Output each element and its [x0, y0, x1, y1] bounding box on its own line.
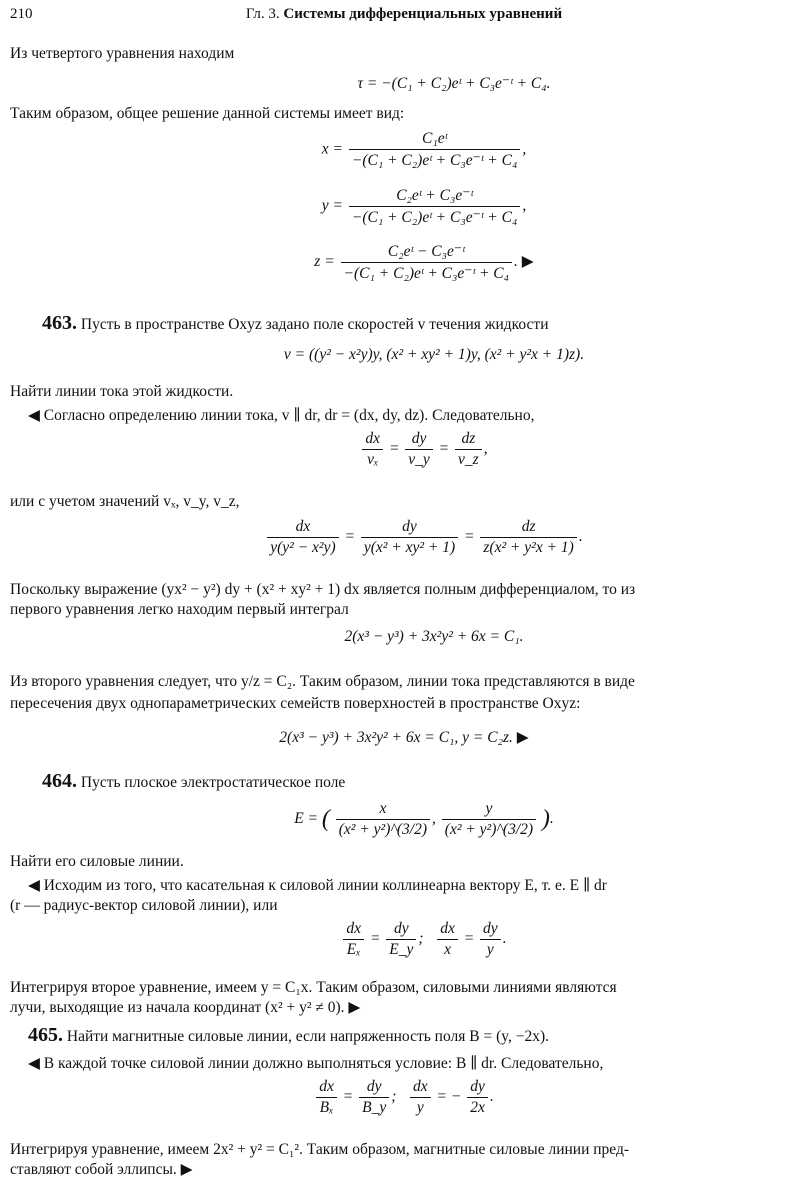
- denominator: z(x² + y²x + 1): [483, 539, 574, 556]
- denominator: vₓ: [367, 451, 379, 468]
- denominator: B_y: [362, 1099, 387, 1116]
- text-line: Поскольку выражение (yx² − y²) dy + (x² + xy² + 1) dx является полным дифференциалом, то из: [10, 581, 636, 598]
- solution-z-fraction: [341, 242, 512, 283]
- solution-y-denominator: −(C₁ + C₂)eᵗ + C₃e⁻ᵗ + C₄: [351, 209, 518, 226]
- fraction: [455, 430, 482, 469]
- numerator: dx: [437, 920, 458, 940]
- numerator: dy: [467, 1078, 488, 1098]
- numerator: dy: [405, 430, 433, 450]
- fraction: [405, 430, 433, 469]
- text-line: или с учетом значений vₓ, v_y, v_z,: [10, 493, 240, 510]
- fraction: [437, 920, 458, 959]
- numerator: dz: [480, 518, 576, 538]
- problem-statement: Пусть в пространстве Oxyz задано поле скоростей v течения жидкости: [80, 316, 549, 333]
- problem-number: 465.: [28, 1024, 63, 1046]
- denominator: Bₓ: [319, 1099, 334, 1116]
- solution-z: [40, 242, 808, 283]
- numerator: y: [442, 800, 536, 820]
- fraction: [386, 920, 416, 959]
- problem-statement: Найти магнитные силовые линии, если напряженность поля B = (y, −2x).: [66, 1028, 550, 1045]
- solution-y-fraction: [349, 186, 520, 227]
- solution-x-numerator: C₁eᵗ: [349, 130, 520, 150]
- numerator: dx: [343, 920, 364, 940]
- fraction: [480, 920, 501, 959]
- paragraph-2: Таким образом, общее решение данной системы имеет вид:: [10, 105, 405, 122]
- fraction: [267, 518, 338, 557]
- numerator: dx: [267, 518, 338, 538]
- numerator: x: [336, 800, 430, 820]
- fraction: [442, 800, 536, 839]
- fraction: [410, 1078, 431, 1117]
- equation-field: E = ( $\frac{x}{\text{(x² + y²)\textasciicircum{}(3/2)}}$ , $\frac{y}{\text{(x² + y²)\textasciicircum{}(3/2)}}$ ).: [294, 800, 554, 838]
- fraction: [316, 1078, 337, 1117]
- denominator: y(x² + xy² + 1): [363, 539, 456, 556]
- problem-number: 463.: [42, 312, 77, 334]
- numerator: dy: [480, 920, 501, 940]
- denominator: Eₓ: [346, 941, 361, 958]
- solution-line: ◀ Согласно определению линии тока, v ∥ dr, dr = (dx, dy, dz). Следовательно,: [28, 407, 535, 424]
- numerator: dz: [455, 430, 482, 450]
- equation-fractions-1: $\frac{dx}{\text{vₓ}}$ = $\frac{dy}{v\_y}$ = $\frac{dz}{v\_z}$ ,: [40, 430, 808, 469]
- text-line: ставляют собой эллипсы. ▶: [10, 1161, 193, 1178]
- text-line: Интегрируя уравнение, имеем 2x² + y² = C₁². Таким образом, магнитные силовые линии пред-: [10, 1141, 630, 1158]
- numerator: dy: [359, 1078, 389, 1098]
- solution-line: ◀ В каждой точке силовой линии должно выполняться условие: B ∥ dr. Следовательно,: [28, 1055, 604, 1072]
- solution-x-denominator: −(C₁ + C₂)eᵗ + C₃e⁻ᵗ + C₄: [351, 152, 518, 169]
- numerator: dx: [362, 430, 383, 450]
- text-line: Интегрируя второе уравнение, имеем y = C₁x. Таким образом, силовыми линиями являются: [10, 979, 617, 996]
- denominator: y(y² − x²y): [270, 539, 336, 556]
- page-number: 210: [10, 6, 33, 22]
- text-line: первого уравнения легко находим первый интеграл: [10, 601, 349, 618]
- fraction: [336, 800, 430, 839]
- solution-z-lhs: z =: [314, 253, 335, 271]
- denominator: y: [486, 941, 494, 958]
- fraction: [480, 518, 576, 557]
- numerator: dy: [361, 518, 458, 538]
- fraction: [362, 430, 383, 469]
- denominator: v_z: [458, 451, 479, 468]
- comma: ,: [522, 197, 527, 215]
- numerator: dx: [316, 1078, 337, 1098]
- problem-statement: Пусть плоское электростатическое поле: [80, 774, 346, 791]
- fraction: [359, 1078, 389, 1117]
- equation-tau: τ = −(C₁ + C₂)eᵗ + C₃e⁻ᵗ + C₄.: [357, 75, 551, 92]
- problem-question: Найти его силовые линии.: [10, 853, 184, 870]
- fraction: [361, 518, 458, 557]
- field-lhs: E =: [294, 810, 319, 828]
- denominator: (x² + y²)^(3/2): [444, 821, 534, 838]
- solution-y: [40, 186, 808, 227]
- text-line: пересечения двух однопараметрических семейств поверхностей в пространстве Oxyz:: [10, 695, 581, 712]
- fraction: [467, 1078, 488, 1117]
- chapter-title: Системы дифференциальных уравнений: [283, 6, 563, 22]
- paragraph-1: Из четвертого уравнения находим: [10, 45, 235, 62]
- problem-463: [42, 314, 800, 334]
- equation-velocity: v = ((y² − x²y)y, (x² + xy² + 1)y, (x² + y²x + 1)z).: [283, 346, 585, 363]
- paren-close: ): [541, 806, 550, 832]
- solution-line: ◀ Исходим из того, что касательная к силовой линии коллинеарна вектору E, т. е. E ∥ dr: [28, 877, 607, 894]
- running-header: [10, 6, 798, 28]
- problem-465: [28, 1026, 800, 1046]
- problem-number: 464.: [42, 770, 77, 792]
- solution-y-numerator: C₂eᵗ + C₃e⁻ᵗ: [349, 186, 520, 207]
- denominator: (x² + y²)^(3/2): [338, 821, 428, 838]
- denominator: y: [416, 1099, 424, 1116]
- numerator: dx: [410, 1078, 431, 1098]
- solution-x: [40, 130, 808, 170]
- fraction: [343, 920, 364, 959]
- solution-z-denominator: −(C₁ + C₂)eᵗ + C₃e⁻ᵗ + C₄: [343, 265, 510, 282]
- equation-final: 2(x³ − y³) + 3x²y² + 6x = C₁, y = C₂z. ▶: [279, 729, 529, 746]
- denominator: v_y: [408, 451, 430, 468]
- chapter-header: [10, 6, 798, 23]
- denominator: E_y: [389, 941, 414, 958]
- chapter-label: Гл. 3.: [245, 6, 280, 22]
- solution-x-lhs: x =: [321, 140, 343, 158]
- text-line: Из второго уравнения следует, что y/z = C₂. Таким образом, линии тока представляются в виде: [10, 673, 635, 690]
- equation-fractions-3: $\frac{dx}{\text{Eₓ}}$ = $\frac{dy}{E\_y}$ ; $\frac{dx}{x}$ = $\frac{dy}{y}$ .: [40, 920, 808, 959]
- paren-open: (: [321, 806, 330, 832]
- equation-fractions-2: $\frac{dx}{\text{y(y² − x²y)}}$ = $\frac{dy}{\text{y(x² + xy² + 1)}}$ = $\frac{dz}{\text{z(x² + y²x + 1)}}$ .: [40, 518, 808, 557]
- equation-fractions-4: $\frac{dx}{\text{Bₓ}}$ = $\frac{dy}{B\_y}$ ; $\frac{dx}{y}$ = − $\frac{dy}{2x}$ .: [0, 1078, 808, 1117]
- solution-z-numerator: C₂eᵗ − C₃e⁻ᵗ: [341, 242, 512, 263]
- numerator: dy: [386, 920, 416, 940]
- comma: ,: [522, 140, 527, 158]
- solution-end: . ▶: [514, 253, 534, 271]
- text-line: лучи, выходящие из начала координат (x² + y² ≠ 0). ▶: [10, 999, 361, 1016]
- solution-x-fraction: [349, 130, 520, 170]
- text-line: (r — радиус-вектор силовой линии), или: [10, 897, 278, 914]
- solution-y-lhs: y =: [321, 197, 343, 215]
- problem-464: [42, 772, 800, 792]
- denominator: 2x: [470, 1099, 485, 1116]
- problem-question: Найти линии тока этой жидкости.: [10, 383, 234, 400]
- equation-first-integral: 2(x³ − y³) + 3x²y² + 6x = C₁.: [344, 628, 524, 645]
- denominator: x: [444, 941, 451, 958]
